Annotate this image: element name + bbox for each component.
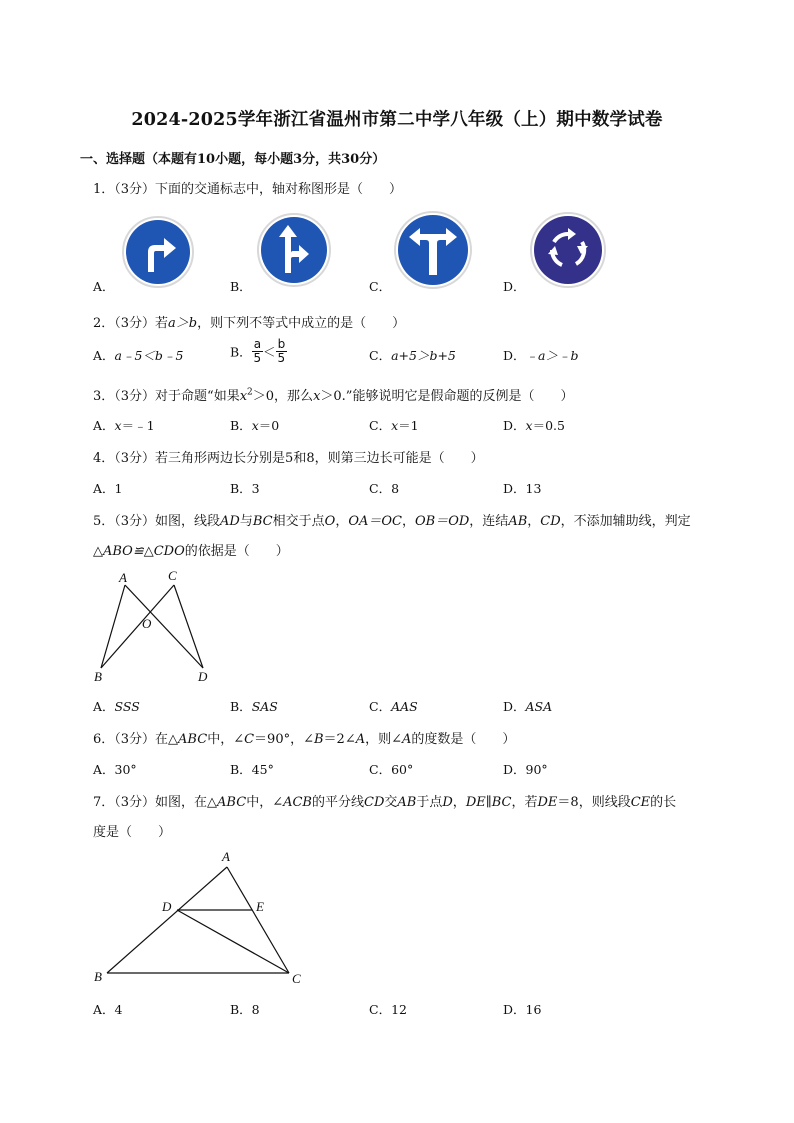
q2-frac-a-num: a xyxy=(253,337,262,351)
q3-option-c-var: x xyxy=(391,418,399,433)
q5-label-b: B xyxy=(94,669,102,684)
q5-stem-line2-post: 的依据是（ ） xyxy=(184,544,289,559)
q6-stem xyxy=(93,728,515,747)
q2-option-b-rel: ＜ xyxy=(263,344,276,360)
q3-option-b-val: ＝0 xyxy=(258,418,280,433)
q5-word-yu: 与 xyxy=(239,514,253,529)
q3-var-x2: x xyxy=(313,389,321,404)
q3-option-d xyxy=(503,416,565,434)
q5-comma3: ， xyxy=(527,514,541,529)
q5-seg-ad-line xyxy=(125,585,203,668)
q3-option-d-var: x xyxy=(525,418,533,433)
q5-stem-line1 xyxy=(93,510,691,529)
q1-option-b: B． xyxy=(230,279,252,294)
page-title: 2024-2025学年浙江省温州市第二中学八年级（上）期中数学试卷 xyxy=(131,110,663,130)
q5-seg-ab-line xyxy=(101,585,125,668)
q5-option-b xyxy=(230,697,278,715)
q5-figure xyxy=(90,565,220,690)
q7-mid4: 于点 xyxy=(416,795,443,810)
q2-frac-b-num: b xyxy=(277,337,286,351)
q5-point-o: O xyxy=(324,514,336,529)
q1-option-d: D． xyxy=(503,279,526,294)
q2-option-a-label: A． xyxy=(93,348,115,363)
q5-option-c-val: AAS xyxy=(391,699,418,714)
q3-exponent: 2 xyxy=(247,387,253,398)
q7-option-c: C．12 xyxy=(369,1002,407,1017)
q7-mid7: ＝8，则线段 xyxy=(557,795,631,810)
q4-option-c: C．8 xyxy=(369,481,400,496)
q4-option-b: B．3 xyxy=(230,481,260,496)
q5-option-a xyxy=(93,697,140,715)
q3-option-c-label: C． xyxy=(369,418,392,433)
q6-mid2: ＝90°，∠ xyxy=(254,732,314,747)
q7-mid2: 的平分线 xyxy=(311,795,364,810)
q7-figure xyxy=(90,845,320,990)
q2-option-d xyxy=(503,346,579,364)
q7-triangle: ABC xyxy=(217,795,247,810)
q5-option-c-label: C． xyxy=(369,699,392,714)
q2-option-a xyxy=(93,346,183,364)
q6-angle-c: C xyxy=(244,732,255,747)
q4-option-d: D．13 xyxy=(503,481,542,496)
q7-seg-de: DE xyxy=(537,795,558,810)
q7-label-c: C xyxy=(292,971,301,986)
q3-var-x1: x xyxy=(239,389,248,404)
q7-stem-pre: 7．（3分）如图，在△ xyxy=(93,795,218,810)
q6-mid4: ，则∠ xyxy=(365,732,403,747)
q5-word-lianjie: ，连结 xyxy=(469,514,509,529)
q3-option-b-label: B． xyxy=(230,418,252,433)
q5-oa-oc: OA＝OC xyxy=(348,514,402,529)
q7-option-b: B．8 xyxy=(230,1002,260,1017)
q6-option-a: A．30° xyxy=(93,762,137,777)
q7-stem-line1 xyxy=(93,791,676,810)
q2-stem-pre: 2．（3分）若 xyxy=(93,316,169,331)
roundabout-sign-icon xyxy=(528,210,608,290)
q3-option-a xyxy=(93,416,155,434)
q7-option-d: D．16 xyxy=(503,1002,542,1017)
q7-label-b: B xyxy=(94,969,102,984)
q3-option-a-var: x xyxy=(114,418,122,433)
q2-fraction-b xyxy=(276,338,288,365)
q2-option-b-label: B． xyxy=(230,344,252,360)
q3-stem-pre: 3．（3分）对于命题“如果 xyxy=(93,389,240,404)
q5-seg-cd-line xyxy=(174,585,203,668)
q3-option-c-val: ＝1 xyxy=(398,418,419,433)
q5-ob-od: OB＝OD xyxy=(415,514,470,529)
q6-triangle: ABC xyxy=(178,732,208,747)
q5-comma2: ， xyxy=(401,514,415,529)
section-header: 一、选择题（本题有10小题，每小题3分，共30分） xyxy=(80,152,386,167)
q5-congruence: △ABO≌△CDO xyxy=(93,544,185,559)
q7-seg-ce: CE xyxy=(630,795,651,810)
q6-mid1: 中，∠ xyxy=(207,732,245,747)
q3-option-d-val: ＝0.5 xyxy=(532,418,565,433)
q5-label-a: A xyxy=(119,570,127,585)
q5-option-d xyxy=(503,697,552,715)
q5-word-xj: 相交于点 xyxy=(272,514,325,529)
q6-angle-b: B xyxy=(313,732,324,747)
q2-frac-b-den: 5 xyxy=(277,351,286,365)
q3-stem-mid: ＞0，那么 xyxy=(252,389,314,404)
q7-seg-ab: AB xyxy=(397,795,417,810)
q2-stem xyxy=(93,312,405,331)
q5-option-a-label: A． xyxy=(93,699,115,714)
q5-comma1: ， xyxy=(335,514,349,529)
q5-option-a-val: SSS xyxy=(114,699,140,714)
q7-stem-post: 的长 xyxy=(650,795,677,810)
q5-seg-ad: AD xyxy=(220,514,240,529)
q5-stem-line2 xyxy=(93,540,289,559)
q5-option-d-label: D． xyxy=(503,699,526,714)
q6-stem-post: 的度数是（ ） xyxy=(411,732,516,747)
q7-seg-cd-line xyxy=(177,910,289,973)
q6-angle-a2: A xyxy=(402,732,412,747)
q7-stem-line2: 度是（ ） xyxy=(93,825,172,840)
q5-stem-post: ，不添加辅助线，判定 xyxy=(560,514,691,529)
q3-option-b xyxy=(230,416,279,434)
q7-label-d: D xyxy=(162,899,172,914)
q1-stem: 1．（3分）下面的交通标志中，轴对称图形是（ ） xyxy=(93,182,403,197)
straight-or-right-sign-icon xyxy=(255,211,333,289)
q3-option-c xyxy=(369,416,419,434)
q3-option-a-val: ＝﹣1 xyxy=(121,418,155,433)
q7-angle-acb: ACB xyxy=(283,795,312,810)
q7-seg-cd: CD xyxy=(364,795,385,810)
q5-seg-cd: CD xyxy=(540,514,561,529)
q6-mid3: ＝2∠ xyxy=(323,732,356,747)
q7-point-d: D xyxy=(442,795,453,810)
q6-angle-a: A xyxy=(355,732,366,747)
q2-stem-post: ，则下列不等式中成立的是（ ） xyxy=(197,316,406,331)
q7-side-ac xyxy=(227,867,289,973)
q5-label-c: C xyxy=(168,568,177,583)
q7-option-a: A．4 xyxy=(93,1002,123,1017)
q7-mid6: ，若 xyxy=(511,795,538,810)
q3-stem-post: ＞0.”能够说明它是假命题的反例是（ ） xyxy=(320,389,574,404)
q6-option-c: C．60° xyxy=(369,762,414,777)
q3-option-b-var: x xyxy=(251,418,259,433)
q5-stem-pre: 5．（3分）如图，线段 xyxy=(93,514,221,529)
q2-option-b xyxy=(230,338,287,365)
q6-stem-pre: 6．（3分）在△ xyxy=(93,732,179,747)
q5-option-b-label: B． xyxy=(230,699,252,714)
q7-side-ab xyxy=(107,867,227,973)
q1-option-a: A． xyxy=(93,279,115,294)
q2-stem-var: a＞b xyxy=(168,316,198,331)
q2-fraction-a xyxy=(252,338,263,365)
q6-option-b: B．45° xyxy=(230,762,274,777)
q3-option-d-label: D． xyxy=(503,418,526,433)
q5-label-o: O xyxy=(142,616,152,631)
q7-de-parallel-bc: DE∥BC xyxy=(465,795,512,810)
q7-label-a: A xyxy=(222,849,230,864)
q5-seg-ab: AB xyxy=(508,514,528,529)
q5-option-c xyxy=(369,697,418,715)
left-or-right-sign-icon xyxy=(392,209,474,291)
q5-option-b-val: SAS xyxy=(251,699,278,714)
q4-option-a: A．1 xyxy=(93,481,123,496)
q3-stem xyxy=(93,385,573,404)
q7-mid1: 中，∠ xyxy=(246,795,284,810)
q2-option-d-label: D． xyxy=(503,348,526,363)
q5-seg-bc: BC xyxy=(252,514,273,529)
q2-option-d-text: ﹣a＞﹣b xyxy=(525,348,579,363)
q2-option-c-label: C． xyxy=(369,348,392,363)
q2-option-c-text: a+5＞b+5 xyxy=(391,348,456,363)
q2-frac-a-den: 5 xyxy=(253,351,262,365)
q4-stem: 4．（3分）若三角形两边长分别是5和8，则第三边长可能是（ ） xyxy=(93,451,484,466)
q6-option-d: D．90° xyxy=(503,762,548,777)
q7-mid5: ， xyxy=(452,795,466,810)
q2-option-a-text: a﹣5＜b﹣5 xyxy=(114,348,184,363)
q7-label-e: E xyxy=(256,899,264,914)
q7-mid3: 交 xyxy=(384,795,398,810)
q2-option-c xyxy=(369,346,456,364)
q1-option-c: C． xyxy=(369,279,392,294)
q5-label-d: D xyxy=(198,669,208,684)
q5-option-d-val: ASA xyxy=(525,699,553,714)
q3-option-a-label: A． xyxy=(93,418,115,433)
turn-right-sign-icon xyxy=(120,214,196,290)
